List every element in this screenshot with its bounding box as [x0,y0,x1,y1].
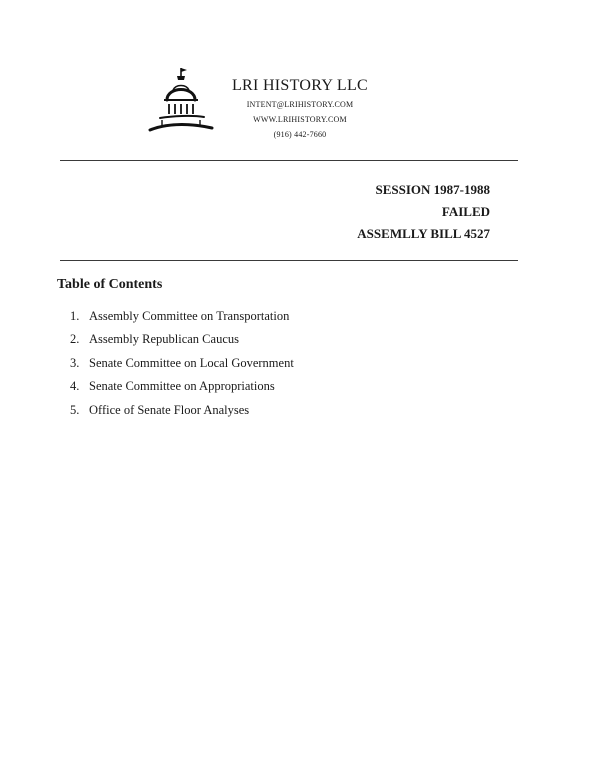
session-label: SESSION 1987-1988 [375,182,490,197]
toc-item-number: 1. [70,309,80,323]
header-divider [60,160,518,161]
toc-list [70,308,294,425]
contact-phone: (916) 442-7660 [273,130,327,139]
toc-item-number: 4. [70,379,80,394]
contact-website: WWW.LRIHISTORY.COM [253,115,347,124]
toc-item-label: Office of Senate Floor Analyses [89,402,250,417]
bill-status: FAILED [441,204,490,219]
toc-item-number: 5. [70,402,80,417]
toc-item-label: Senate Committee on Local Government [89,355,294,370]
toc-item [70,402,294,425]
toc-item-number: 2. [70,332,80,347]
toc-item [70,308,294,331]
toc-item [70,355,294,378]
toc-item [70,331,294,354]
toc-item-number: 3. [70,355,80,370]
toc-item-label: Assembly Committee on Transportation [89,309,290,323]
toc-title: Table of Contents [57,277,163,292]
toc-item-label: Senate Committee on Appropriations [89,379,275,394]
bill-number: ASSEMLLY BILL 4527 [357,226,490,241]
toc-item-label: Assembly Republican Caucus [89,332,239,347]
contact-email: INTENT@LRIHISTORY.COM [246,100,354,109]
toc-item [70,378,294,401]
company-name: LRI HISTORY LLC [231,77,369,94]
section-divider [60,260,518,261]
